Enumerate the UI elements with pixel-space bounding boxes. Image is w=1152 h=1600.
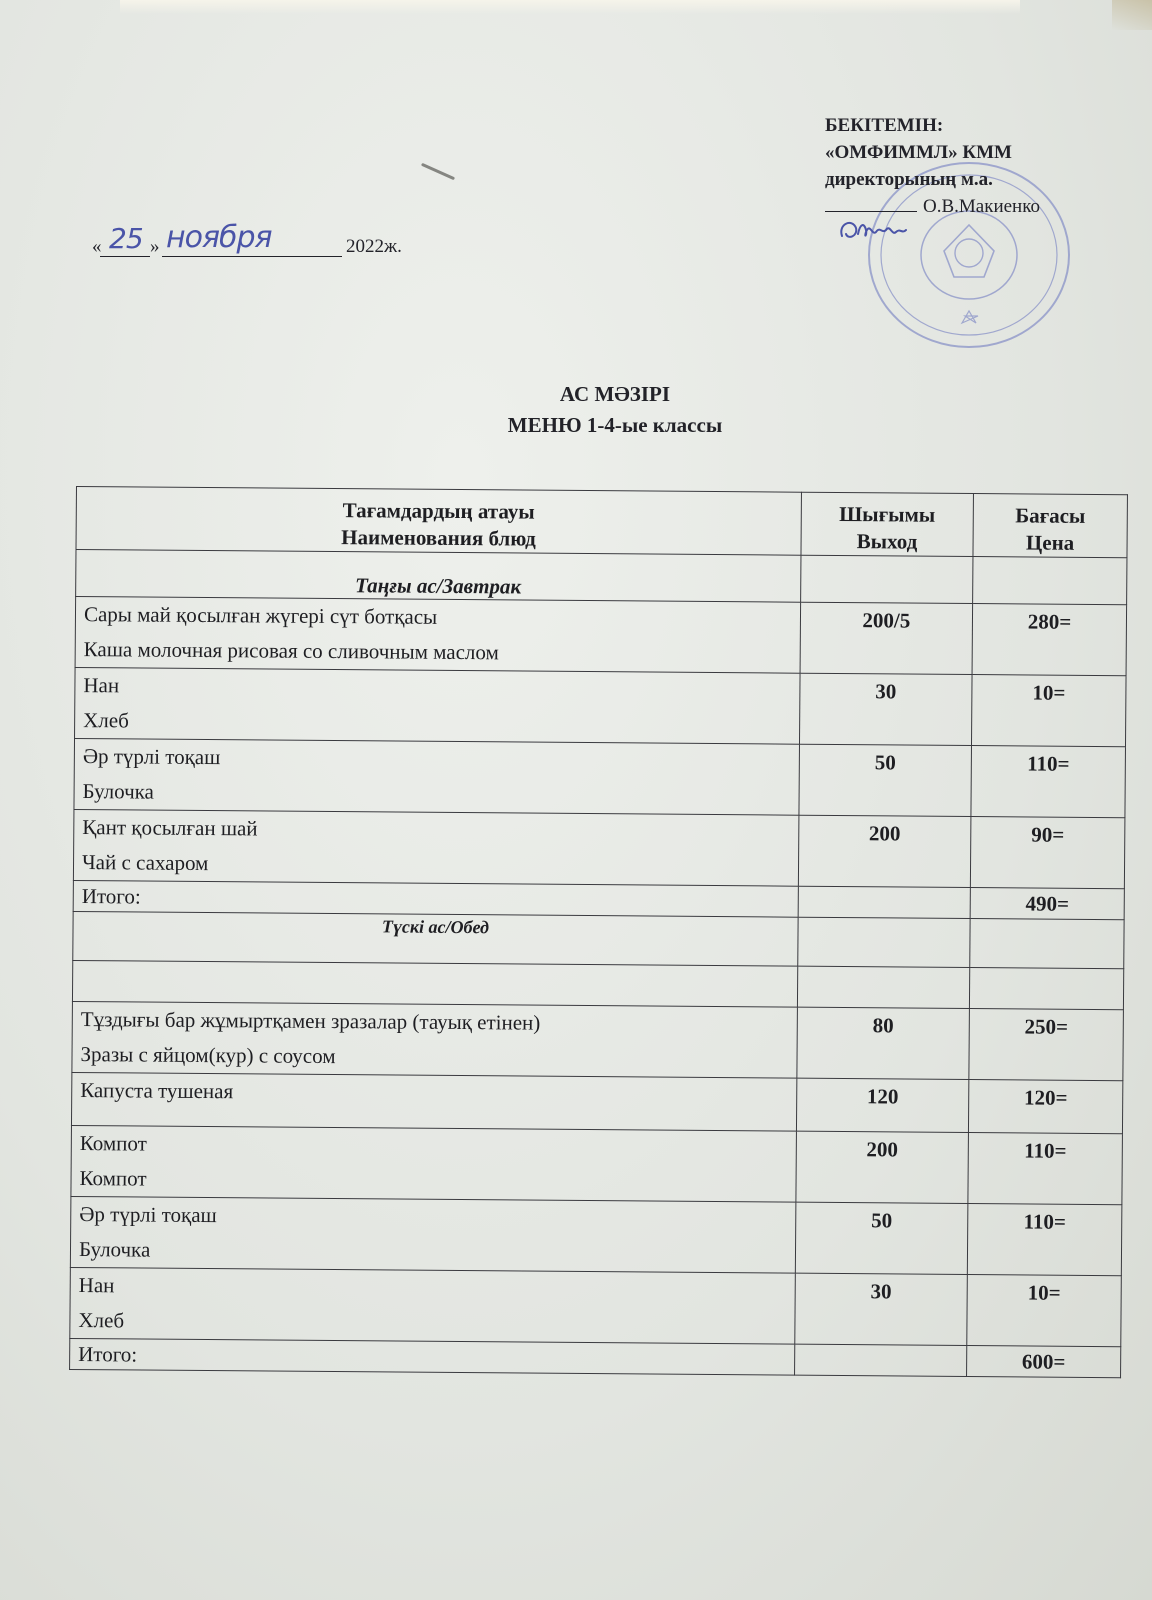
dish-output: 80 [797, 1007, 970, 1079]
table-header-row [76, 487, 1127, 558]
approval-block [825, 112, 1125, 220]
dish-output: 50 [799, 744, 972, 816]
dish-output: 200 [798, 815, 971, 887]
dish-price: 110= [967, 1204, 1122, 1276]
approval-heading: БЕКІТЕМІН: [825, 115, 944, 136]
approval-role: директорының м.а. [825, 169, 993, 190]
paper-edge-highlight [120, 0, 1020, 14]
dish-output: 30 [795, 1273, 968, 1345]
dish-name-kz: Сары май қосылған жүгері сүт ботқасы [83, 602, 438, 629]
section-row-lunch [73, 911, 1124, 968]
table-row [75, 667, 1127, 746]
dish-name-kz: Нан [78, 1273, 115, 1298]
dish-price: 10= [972, 675, 1127, 747]
dish-price: 250= [969, 1009, 1124, 1081]
table-row [75, 597, 1127, 676]
dish-name-kz: Компот [79, 1131, 147, 1156]
date-open-quote: « [92, 236, 102, 257]
table-row [71, 1072, 1122, 1133]
dish-name-kz: Тұздығы бар жұмыртқамен зразалар (тауық етінен) [80, 1007, 541, 1035]
dish-name-kz: Нан [83, 673, 120, 698]
table-row [70, 1196, 1122, 1275]
date-day-handwritten: 25 [109, 222, 143, 255]
dish-price: 110= [968, 1133, 1123, 1205]
dish-output: 30 [799, 673, 972, 745]
page-subtitle: МЕНЮ 1-4-ые классы [507, 413, 723, 437]
total-label: Итого: [70, 1338, 795, 1375]
dish-name-kz: Әр түрлі тоқаш [82, 744, 221, 770]
dish-name-kz: Әр түрлі тоқаш [79, 1202, 217, 1228]
dish-name-ru: Булочка [78, 1237, 151, 1262]
total-value: 490= [970, 888, 1124, 920]
header-price-ru: Цена [1025, 530, 1075, 555]
table-row [70, 1267, 1122, 1346]
dish-name-ru: Хлеб [83, 708, 129, 733]
header-name-ru: Наименования блюд [341, 525, 536, 551]
dish-output: 200 [796, 1131, 969, 1203]
dish-name-ru: Каша молочная рисовая со сливочным маслом [83, 637, 499, 665]
date-close-quote: » [150, 236, 160, 257]
dish-price: 120= [968, 1080, 1122, 1134]
header-output-ru: Выход [856, 529, 918, 554]
dish-name-ru: Зразы с яйцом(кур) с соусом [80, 1042, 336, 1069]
approval-organization: «ОМФИММЛ» КММ [825, 142, 1012, 163]
header-name-kz: Тағамдардың атауы [342, 498, 535, 524]
dish-output: 120 [796, 1078, 969, 1132]
date-month-underline [162, 256, 342, 257]
total-value: 600= [967, 1346, 1121, 1378]
dish-name-kz: Қант қосылған шай [82, 815, 258, 841]
page-title: АС МӘЗІРІ [559, 382, 671, 406]
dish-price: 90= [970, 817, 1125, 889]
dish-price: 10= [967, 1275, 1122, 1347]
dish-price: 110= [971, 746, 1126, 818]
signature-blank [825, 193, 917, 212]
table-row [72, 1001, 1124, 1080]
date-day-underline [100, 256, 150, 257]
table-row [71, 1125, 1123, 1204]
section-row-breakfast [76, 550, 1127, 605]
total-label: Итого: [73, 880, 798, 917]
header-price [973, 494, 1127, 558]
date-month-handwritten: ноября [166, 220, 272, 255]
dish-output: 50 [795, 1202, 968, 1274]
header-output-kz: Шығымы [839, 501, 936, 527]
dish-name-ru: Булочка [82, 779, 155, 804]
header-output [801, 492, 974, 556]
dish-name-ru: Хлеб [78, 1308, 125, 1333]
approval-signature-line [825, 193, 1125, 220]
paper-corner-shadow [1112, 0, 1152, 30]
dish-name-ru: Чай с сахаром [81, 850, 209, 876]
menu-table [69, 486, 1128, 1378]
dish-output: 200/5 [800, 602, 973, 674]
table-row [73, 809, 1125, 888]
section-label-breakfast: Таңғы ас/Завтрак [76, 550, 801, 603]
dish-name-ru: Компот [79, 1166, 147, 1191]
table-row [74, 738, 1126, 817]
date-line [92, 222, 432, 262]
dish-price: 280= [972, 604, 1127, 676]
section-label-lunch: Түскі ас/Обед [73, 911, 798, 966]
header-name [76, 487, 801, 556]
date-year: 2022ж. [346, 236, 402, 257]
approval-name: О.В.Макиенко [923, 196, 1040, 217]
dish-name-kz: Капуста тушеная [80, 1078, 234, 1104]
header-price-kz: Бағасы [1015, 503, 1086, 528]
